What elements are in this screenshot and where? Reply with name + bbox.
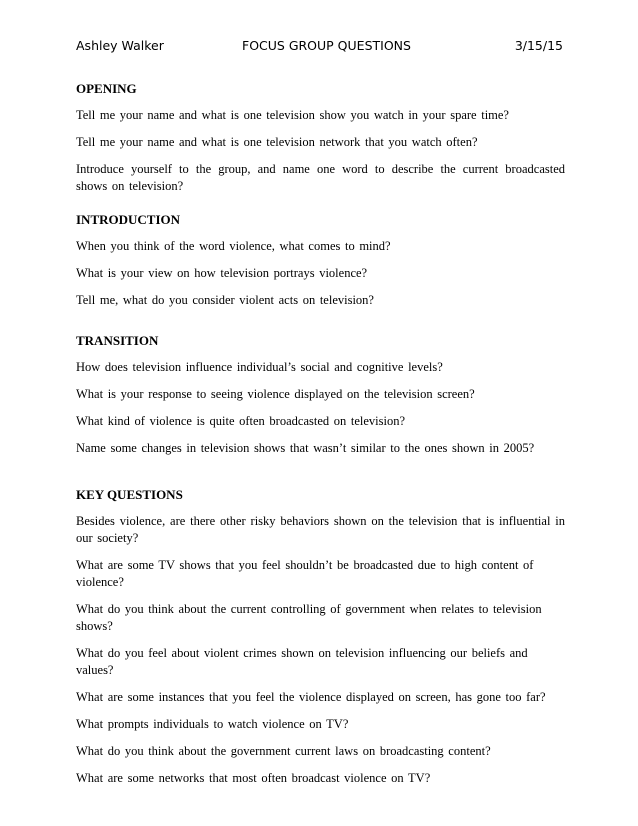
section-heading-key-questions: KEY QUESTIONS — [76, 487, 183, 502]
question: What do you think about the government current laws on broadcasting content? — [76, 744, 491, 758]
question: What are some networks that most often broadcast violence on TV? — [76, 771, 431, 785]
question: When you think of the word violence, what comes to mind? — [76, 239, 391, 253]
question: Tell me, what do you consider violent acts on television? — [76, 293, 374, 307]
header-date: 3/15/15 — [514, 38, 563, 53]
question: Tell me your name and what is one television show you watch in your spare time? — [76, 108, 509, 122]
question: Besides violence, are there other risky behaviors shown on the television that is influential in our society? — [76, 514, 565, 545]
question: Introduce yourself to the group, and name one word to describe the current broadcasted shows on television? — [76, 162, 565, 193]
section-heading-transition: TRANSITION — [76, 333, 159, 348]
document-body — [76, 80, 565, 787]
question: How does television influence individual’s social and cognitive levels? — [76, 360, 443, 374]
question: What are some TV shows that you feel shouldn’t be broadcasted due to high content of violence? — [76, 558, 534, 589]
question: What is your view on how television portrays violence? — [76, 266, 368, 280]
question: What do you feel about violent crimes shown on television influencing our beliefs and values? — [76, 646, 528, 677]
question: What is your response to seeing violence displayed on the television screen? — [76, 387, 475, 401]
section-heading-opening: OPENING — [76, 81, 137, 96]
question: What prompts individuals to watch violence on TV? — [76, 717, 349, 731]
question: Name some changes in television shows that wasn’t similar to the ones shown in 2005? — [76, 441, 535, 455]
header-author: Ashley Walker — [76, 38, 164, 53]
page-header — [76, 38, 563, 56]
question: What do you think about the current controlling of government when relates to television shows? — [76, 602, 542, 633]
header-title: FOCUS GROUP QUESTIONS — [242, 38, 411, 53]
question: What kind of violence is quite often broadcasted on television? — [76, 414, 406, 428]
question: What are some instances that you feel the violence displayed on screen, has gone too far? — [76, 690, 546, 704]
section-heading-introduction: INTRODUCTION — [76, 212, 181, 227]
question: Tell me your name and what is one television network that you watch often? — [76, 135, 478, 149]
